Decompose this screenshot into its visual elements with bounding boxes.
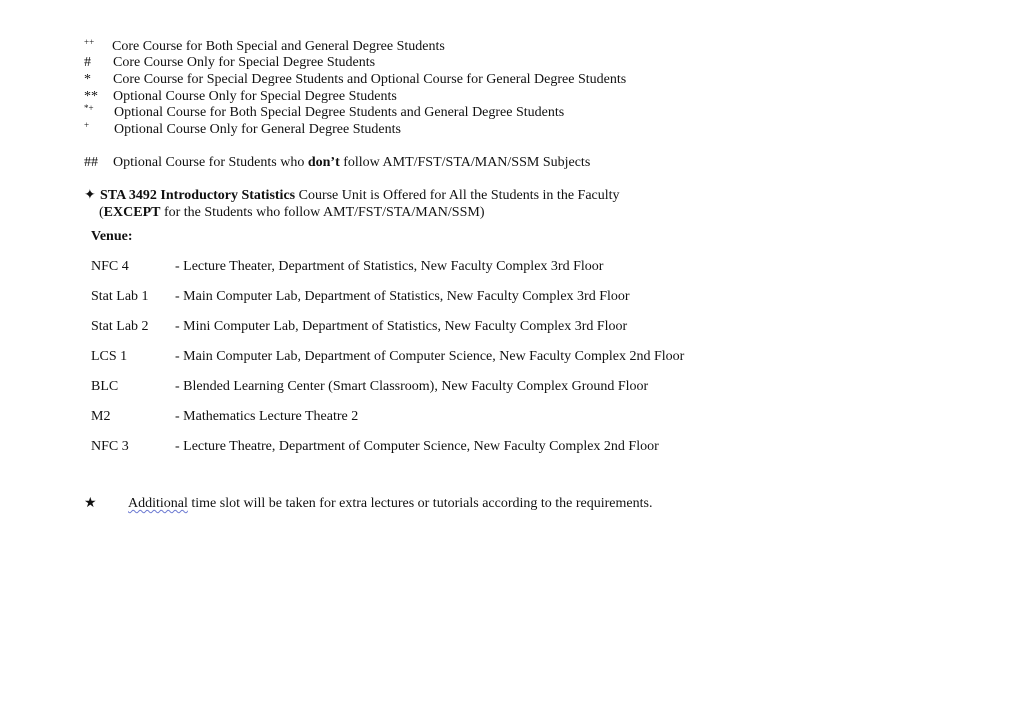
venue-desc: - Main Computer Lab, Department of Statistics, New Faculty Complex 3rd Floor <box>175 289 630 304</box>
venue-desc: - Mathematics Lecture Theatre 2 <box>175 409 359 424</box>
venue-desc: - Blended Learning Center (Smart Classroom), New Faculty Complex Ground Floor <box>175 379 649 394</box>
legend-text: Optional Course for Both Special Degree Students and General Degree Students <box>114 105 565 120</box>
legend-symbol: # <box>84 55 91 70</box>
legend-symbol: ++ <box>84 37 95 47</box>
spellcheck-underlined-word: Additional <box>128 496 188 511</box>
hash-note-symbol: ## <box>84 155 98 170</box>
venue-desc: - Mini Computer Lab, Department of Statistics, New Faculty Complex 3rd Floor <box>175 319 628 334</box>
legend-text: Optional Course Only for Special Degree Students <box>113 89 397 104</box>
sta-note-text: STA 3492 Introductory Statistics Course Unit is Offered for All the Students in the Faculty <box>100 188 620 203</box>
hash-note-text: Optional Course for Students who don’t follow AMT/FST/STA/MAN/SSM Subjects <box>113 155 591 170</box>
venue-desc: - Main Computer Lab, Department of Computer Science, New Faculty Complex 2nd Floor <box>175 349 685 364</box>
venue-heading: Venue: <box>91 229 133 244</box>
legend-text: Core Course for Both Special and General Degree Students <box>112 39 445 54</box>
footnote-text: Additional time slot will be taken for extra lectures or tutorials according to the requirements. <box>128 496 653 511</box>
sta-note-exception: (EXCEPT for the Students who follow AMT/FST/STA/MAN/SSM) <box>99 205 485 220</box>
legend-text: Core Course Only for Special Degree Students <box>113 55 376 70</box>
venue-desc: - Lecture Theatre, Department of Computer Science, New Faculty Complex 2nd Floor <box>175 439 659 454</box>
star-icon: ★ <box>84 496 97 511</box>
venue-code: NFC 3 <box>91 439 129 454</box>
venue-code: NFC 4 <box>91 259 129 274</box>
venue-desc: - Lecture Theater, Department of Statistics, New Faculty Complex 3rd Floor <box>175 259 604 274</box>
legend-symbol: * <box>84 72 91 87</box>
legend-symbol: ** <box>84 89 98 104</box>
venue-code: BLC <box>91 379 119 394</box>
legend-text: Optional Course Only for General Degree Students <box>114 122 401 137</box>
legend-text: Core Course for Special Degree Students and Optional Course for General Degree Students <box>113 72 627 87</box>
venue-code: Stat Lab 1 <box>91 289 149 304</box>
legend-symbol: *+ <box>84 103 94 113</box>
venue-code: M2 <box>91 409 111 424</box>
venue-code: LCS 1 <box>91 349 128 364</box>
sparkle-icon: ✦ <box>84 188 96 203</box>
legend-symbol: + <box>84 120 90 130</box>
venue-code: Stat Lab 2 <box>91 319 149 334</box>
